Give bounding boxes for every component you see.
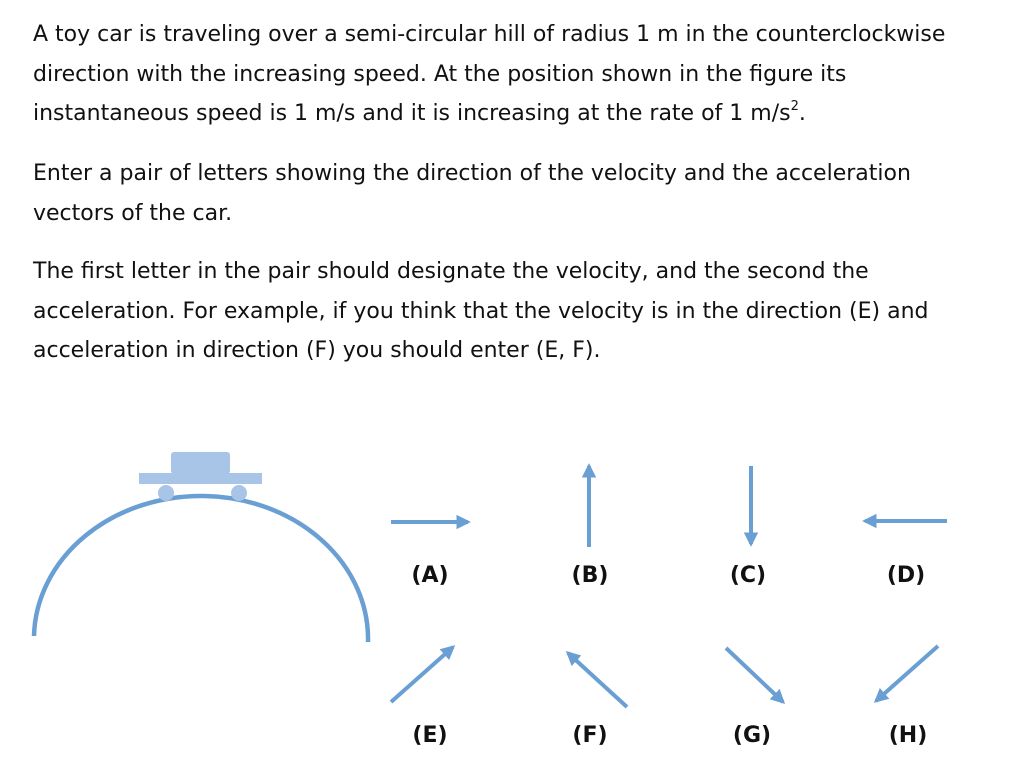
question-text-3: The first letter in the pair should designate the velocity, and the second the acceleration. For example, if you think that the velocity is in the direction (E) and acceleration in direction (F) you should enter (E, F). — [33, 259, 929, 363]
car-body — [171, 452, 230, 474]
question-text-2: Enter a pair of letters showing the direction of the velocity and the acceleration vectors of the car. — [33, 161, 911, 226]
label-f: (F) — [572, 723, 608, 748]
toy-car — [139, 452, 262, 501]
label-a: (A) — [411, 563, 449, 588]
semicircular-hill — [34, 496, 368, 642]
period: . — [798, 101, 806, 126]
label-e: (E) — [412, 723, 448, 748]
car-wheel-right — [231, 485, 247, 501]
exponent: 2 — [790, 98, 799, 114]
label-b: (B) — [571, 563, 609, 588]
label-h: (H) — [888, 723, 928, 748]
label-c: (C) — [729, 563, 767, 588]
arrow-down-right — [726, 648, 783, 702]
arrow-up-right — [391, 647, 453, 702]
label-g: (G) — [732, 723, 772, 748]
question-text-1: A toy car is traveling over a semi-circular hill of radius 1 m in the counterclockwise direction with the increasing speed. At the position shown in the figure its instantaneous speed is 1 m/s and it is increasing at the rate of 1 m/s — [33, 22, 946, 126]
label-d: (D) — [886, 563, 926, 588]
arrow-down-left — [876, 646, 938, 701]
arrow-up-left — [568, 653, 627, 707]
car-wheel-left — [158, 485, 174, 501]
car-chassis — [139, 473, 262, 484]
